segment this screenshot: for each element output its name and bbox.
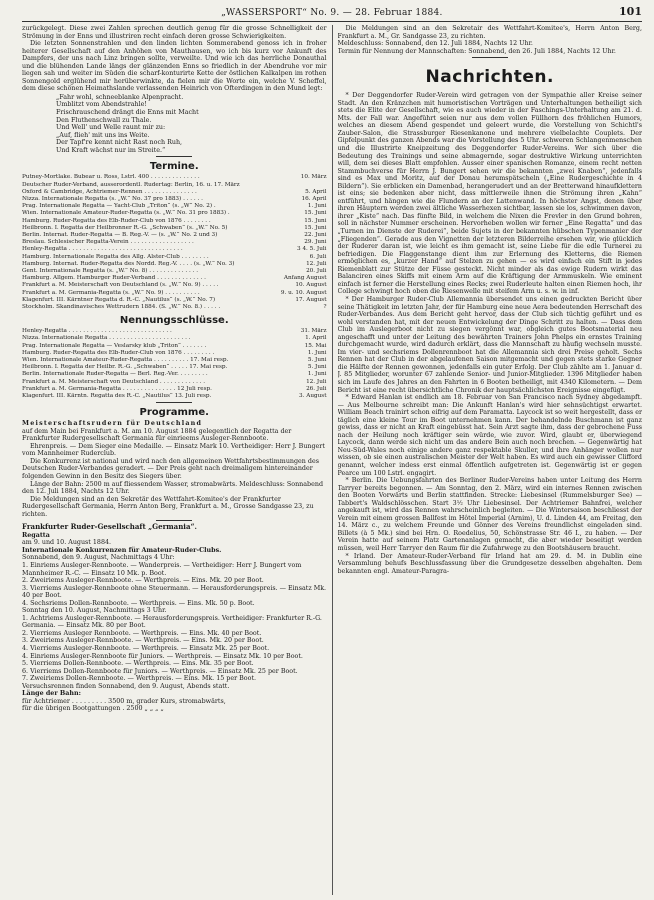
schedule-row [22,225,327,232]
left-column [22,25,327,895]
schedule-row [22,218,327,225]
schedule-row [22,290,327,297]
race-item: 2. Zweiriems Ausleger-Rennboote. — Werthpreis. — Eins. Mk. 20 per Boot. [22,577,264,585]
laenge-heading: Länge der Bahn: [22,690,81,698]
poem-line: Und Kraft wächst nur im Streite.“ [56,146,166,154]
schedule-date [273,182,327,189]
schedule-date: 9. u. 10. August [280,289,327,296]
schedule-event: Stockholm. Skandinavisches Wettrudern 1884. (S. „W.“ No. 8.) . . . . . [22,303,221,310]
schedule-date: 26. Juli [306,385,327,392]
news-item: * Irland. Der Amateur-Ruder-Verband für Irland hat am 29. d. M. in Dublin eine Versammlung behufs Beschlussfassung über die Grundgesetze desselben abgehalten. Dem bekannten engl. Amateur-Paragra- [337,552,642,575]
schedule-event: Berlin. Internat. Ruder-Regatta — B. Reg.-V. — (s. „W.“ No. 2 und 3) [22,231,218,238]
right-column [338,25,643,895]
news-item: * Der Hamburger Ruder-Club Allemannia übersendet uns einen gedruckten Bericht über seine Thätigkeit im letzten Jahr, der für Hamburg eine neue Aera bedeutenden Herrschaft des Ruder-Verbandes. Aus dem Bericht geht hervor, dass der Club sich tüchtig geführt und es wohl verstanden hat, mit der neuen Entwickelung der Dinge Schritt zu halten. — Dass dem Club im Auslegerboot nicht zu siegen vergönnt war, obgleich gutes Bootsmaterial neu angeschafft und unter der Leitung des bewährten Trainers John Phelps ein ernstes Training durchgemacht wurde, wird dadurch erklärt, dass die Mannschaft zu häufig wechseln musste. Im vier- und sechsriems Dollenrennboot hat die Allemannia sich drei Preise geholt. Sechs Rennen hat der Club in der abgelaufenen Saison mitgemacht und gegen stets starke Gegner die Hälfte der Rennen gewonnen, jedenfalls ein guter Erfolg. Der Club zählte am 1. Januar d. J. 85 Mitglieder, worunter 67 zahlende Senior- und Junior-Mitglieder. 1396 Mitglieder haben sich im Laufe des Jahres an den Fahrten in 6 Booten betheiligt, mit 4340 Kilometern. — Dem Bericht ist eine recht übersichtliche Chronik der hauptsächlichsten Ereignisse eingefügt. [337,295,642,394]
schedule-date: 3. August [298,392,327,399]
versuchsrennen: Versuchsrennen finden Sonnabend, den 9. August, Abends statt. [22,682,230,690]
meldungen-text: Die Meldungen sind an den Sekretär des Wettfahrt-Komitee's der Frankfurter Rudergesellschaft Germania, Herrn Anton Berg, Frankfurt a. M., Grosse Sandgasse 23, zu richten. [22,495,314,518]
frg-subheading: Regatta [22,531,50,539]
schedule-row [22,268,327,275]
race-item: 4. Sechsriems Dollen-Rennboote. — Werthpreis. — Eins. Mk. 50 p. Boot. [22,599,255,607]
section-heading-programme: Programme. [139,407,209,419]
schedule-event: Hamburg. Ruder-Regatta des Elb-Ruder-Club von 1876 . . . . . . . . [22,217,211,224]
schedule-row [22,189,327,196]
schedule-event: Nizza. Internationale Regatta . . . . . . . . . . . . . . . . . . . . . . . [22,335,191,342]
termin-nennung: Termin für Nennung der Mannschaften: Sonnabend, den 26. Juli 1884, Nachts 12 Uhr. [337,47,616,55]
running-head [22,6,642,20]
track-line: für die übrigen Bootgattungen . 2500 „ „ „ „ [22,705,164,713]
poem-line: Frischrauschend drängt die Enns mit Macht [56,109,199,117]
frg-sunday: Sonntag den 10. August, Nachmittags 3 Uhr. [22,607,167,615]
divider [472,57,508,58]
poem-line: „Auf, flieh' mit uns ins Weite. [56,131,150,139]
schedule-row [22,297,327,304]
poem-line: Umblitzt vom Abendstrahle! [56,101,147,109]
poem-line: Den Fluthenschwall zu Thale. [56,116,152,124]
schedule-row [22,239,327,246]
schedule-event: Prag. Internationale Regatta — Veslarsky klub „Triton“ . . . . . . . [22,342,207,349]
paragraph: Die letzten Sonnenstrahlen und den linden lichten Sommerabend genoss ich in froher heiterer Gesellschaft auf den Anhöhen von Mauthausen, wo ich bis kurz vor Ankunft des Dampfers, der uns nach Linz bringen sollte, verweilte. Und wie ich das herrliche Donauthal und die blühenden Lande längs der glänzenden Enns so friedlich in der Abendruhe vor mir liegen sah und weiter im Süden die scharf-konturirte Kette der östlichen Kalkalpen im rothen Sonnengold erglühend mir herüberwinkte, da fielen mir die Worte ein, welche V. Scheffel, dem diese schönen Heimathslande verlassenden Heinrich von Ofterdingen in den Mund legt: [22,40,327,93]
konkurrenz-text: Die Konkurrenz ist national und wird nach den allgemeinen Wettfahrtsbestimmungen des Deutschen Ruder-Verbandes geradert. — Der Preis geht nach dreimaligem hintereinander folgenden Gewinn in den Besitz des Siegers über. [22,457,319,481]
header-rule [22,21,642,22]
schedule-event: Prag. Internationale Regatta — Yacht-Club „Triton“ (s. „W“ No. 2) . [22,203,216,210]
schedule-row [22,393,327,400]
schedule-date: 5. April [305,188,327,195]
schedule-row [22,328,327,335]
schedule-row [22,304,327,311]
schedule-date: 15. Juni [304,224,327,231]
schedule-row [22,357,327,364]
race-item: 6. Vierriems Dollen-Rennboote für Juniors. — Werthpreis. — Einsatz Mk. 25 per Boot. [22,667,298,675]
news-item: * Berlin. Die Uebungsfahrten des Berliner Ruder-Vereins haben unter Leitung des Herrn Tarryer bereits begonnen. — Am Sonntag, den 2. März, wird ein internes Rennen zwischen den Booten Vorwärts und Berlin stattfinden. Strecke: Liebesinsel (Rummelsburger See) — Tabbert's Waldschlösschen. Start 3½ Uhr Liebesinsel. Der Achtriemer Bahnfrei, welcher angekauft ist, wird das Rennen wahrscheinlich begleiten. — Die Wintersaison beschliesst der Verein mit einem grossen Ballfest im Hôtel Imperial (Arnim), U. d. Linden 44, am Freitag, den 14. März c., zu welchem Freunde und Gönner des Vereins freundlichst eingeladen sind. Billets (à 5 Mk.) sind bei Hrn. O. Roedelius, 50, Schönstrasse Str. 46 I., zu haben. — Der Verein hatte auf seinem Platz Gartenanlagen gemacht, die aber wieder beseitigt werden müssen, weil Herr Tarryer den Raum für die Zufahrwege zu den Bootshäusern braucht. [337,477,642,552]
news-item: * Der Deggendorfer Ruder-Verein wird getragen von der Sympathie aller Kreise seiner Stadt. An den Kränzchen mit humoristischen Vorträgen und Unterhaltungen betheiligt sich stets die Elite der Gesellschaft, wie es auch wieder in der Faschings-Unterhaltung am 21. d. Mts. der Fall war. Angeführt seien nur aus dem vollen Füllhorn des fröhlichen Humors, welches an diesem Abend gespendet und geleert wurde, die Vorstellung von Schichtl's Zauber-Salon, die Strassburger Riesenkanone und mehrere vielbelachte Couplets. Der Gipfelpunkt des ganzen Abends war die Vorstellung des 5 Uhr. schweren Schlangenmenschen und die Illustrirte Kneipzeitung des Deggendorfer Ruder-Vereins. Wer sich über die Bedeutung des Trainings und seine abmagernde, sogar destruktive Wirkung unterrichten will, dem sei dieses Blatt empfohlen. Ausser einer spanischen Romanze, einem recht netten Stammbuchverse für Herrn J. Bungert sehen wir die bekannten „zwei Knaben“, jedenfalls sind es Max und Moritz, auf der Donau herumspätscheln („Eine Rudergeschichte in 4 Bildern“). Sie erblicken ein Damenbad, herangerudert und an der Bretterwand hinaufklettern ist eins; sie bedenken aber nicht, dass mittlerweile ihnen die Strömung ihren „Kahn“ entführt, und hängen wie die Flundern an der Lattenwand. In höchster Angst, denen über ihren Häuptern werden zwei ältliche Wasserhexen sichtbar, lassen sie los, schwimmen davon, ihrer „Kiste“ nach. Das fünfte Bild, in welchem die Nixen die Frevler in den Grund bohren, soll in nächster Nummer erscheinen. Hervorheben wollen wir ferner „Eine Regatta“ und das „Turnen im Dienste der Ruderei“, beide Sujets in der bekannten hübschen Typenmanier der „Fliegenden“. Gerade aus den Vignetten der letzteren Bilderreihe ersehen wir, wie glücklich der Ruderer daran ist, wie leicht es ihm gemacht ist, seine Liebe für die edle Turnerei zu befriedigen. Die Flaggenstange dient ihm zur Erlernung des Kletterns, die Riemen ermöglichen es, „kurzer Hand“ auf Stelzen zu gehen — es wird einfach ein Stift in jedes Riemenblatt zur Stütze der Füsse gesteckt. Nicht minder als das ewige Rudern wirkt das Balanciren eines Skiffs mit einem Arm auf die Kräftigung der Armmuskeln. Wie eminent einfach ist ferner die Herstellung eines Recks; zwei Ruderleute halten einen Riemen hoch, ihr College schwingt hoch oben die Riesenwelle mit steifem Arm u. s. w. in inf. [337,92,642,296]
meisterschaft-text: auf dem Main bei Frankfurt a. M. am 10. August 1884 gelegentlich der Regatta der Frankfurter Rudergesellschaft Germania für einrieems Ausleger-Rennboote. [22,427,292,443]
schedule-row [22,196,327,203]
poem-line: Und Well' und Welle raunt mir zu: [56,124,166,132]
schedule-event: Heilbronn. I. Regatta der Heilbr. R.-G. „Schwaben“ . . . . . 17. Mai resp. [22,364,228,371]
schedule-row [22,343,327,350]
schedule-date: 12. Juli [306,378,327,385]
schedule-event: Hamburg. Ruder-Regatta des Elb-Ruder-Club von 1876 . . . . . . . . . [22,349,215,356]
schedule-date: 5. Juni [307,364,327,371]
schedule-event: Putney-Mortlake. Bubear u. Ross, Lstrl. 400 . . . . . . . . . . . . . . [22,174,200,181]
schedule-event: Hamburg. Allgem. Hamburger Ruder-Verband . . . . . . . . . . . . . . [22,275,206,282]
schedule-event: Henley-Regatta . . . . . . . . . . . . . . . . . . . . . . . . . . . . . . . . [22,246,183,253]
divider [156,520,192,521]
schedule-row [22,282,327,289]
schedule-event: Klagenfurt. III. Kärntner Regatta d. R.-C. „Nautilus“ (s. „W.“ No. 7) [22,296,216,303]
schedule-row [22,261,327,268]
meisterschaft-title: Meisterschaftsrudern für Deutschland [22,420,203,428]
track-line: für Achtriemer . . . . . . . . . 3500 m, grader Kurs, stromabwärts, [22,697,226,705]
frg-saturday: Sonnabend, den 9. August, Nachmittags 4 Uhr: [22,554,175,562]
divider [156,402,192,403]
termine-list [22,174,327,311]
paragraph: zurückgelegt. Diese zwei Zahlen sprechen deutlich genug für die grosse Schnelligkeit der Strömung in der Enns und illustriren recht einfach deren grosse Schwierigkeiten. [22,25,327,40]
frg-heading: Frankfurter Ruder-Gesellschaft „Germania“. [22,522,197,532]
schedule-event: Nizza. Internationale Regatta (s. „W.“ No. 37 pro 1883) . . . . . . [22,195,203,202]
columns [22,25,642,895]
schedule-date: 15. Mai [304,342,327,349]
schedule-row [22,232,327,239]
schedule-event: Oxford & Cambridge, Achtriemer-Rennen . . . . . . . . . . . . . . . [22,188,197,195]
schedule-date: 10. August [295,282,327,289]
schedule-event: Frankfurt a. M. Meisterschaft von Deutschland . . . . . . . . . . . . . [22,378,206,385]
schedule-date: 1. Juni [307,349,327,356]
schedule-event: Berlin. Internationale Ruder-Regatta — Berl. Reg.-Ver. . . . . . . . . [22,371,208,378]
schedule-row [22,364,327,371]
schedule-date: 16. April [301,195,327,202]
paragraph: Die Meldungen sind an den Sekretair des Wettfahrt-Komitee's, Herrn Anton Berg, Frankfurt a. M., Gr. Sandgasse 23, zu richten. [337,25,642,40]
schedule-event: Wien. Internationale Amateur-Ruder-Regatta . . . . . . . . . . 17. Mai resp. [22,356,229,363]
schedule-row [22,350,327,357]
schedule-row [22,335,327,342]
schedule-event: Frankfurt a. M. Germania-Regatta . . . . . . . . . . . . . . . 12 Juli resp. [22,385,212,392]
schedule-row [22,379,327,386]
section-heading-nennungsschluesse: Nennungsschlüsse. [119,315,229,327]
race-item: 1. Einriems Ausleger-Rennboote. — Wanderpreis. — Vertheidiger: Herr J. Bungert vom Mannheimer R.-C. — Einsatz 10 Mk. p. Boot. [22,561,302,577]
schedule-event: Gent. Internationale Regatta (s. „W.“ No. 8) . . . . . . . . . . . . . . [22,267,199,274]
race-item: 4. Einriems Ausleger-Rennboote für Juniors. — Werthpreis. — Einsatz Mk. 10 per Boot. [22,652,303,660]
race-item: 3. Zweiriems Ausleger-Rennboote. — Werthpreis. — Eins. Mk. 20 per Boot. [22,637,264,645]
race-item: 5. Vierriems Dollen-Rennboote. — Werthpreis. — Eins. Mk. 35 per Boot. [22,660,254,668]
schedule-row [22,203,327,210]
divider [156,156,192,157]
schedule-date: 5. Juni [307,356,327,363]
schedule-row [22,371,327,378]
schedule-event: Deutscher Ruder-Verband, ausserordentl. Rudertag: Berlin, 16. u. 17. März [22,181,240,188]
schedule-date: 10. März [300,174,327,181]
column-rule [332,25,333,895]
section-heading-nachrichten: Nachrichten. [425,67,554,88]
schedule-event: Heilbronn. I. Regatta der Heilbronner R.-G. „Schwaben“ (s. „W.“ No. 5) [22,224,228,231]
frg-date: am 9. und 10. August 1884. [22,539,112,547]
schedule-date: 15. Juni [304,210,327,217]
schedule-row [22,246,327,253]
schedule-date: 1. April [305,335,327,342]
schedule-row [22,275,327,282]
race-item: 7. Zweiriems Dollen-Rennboote. — Werthpreis. — Eins. Mk. 15 per Boot. [22,675,257,683]
schedule-event: Breslau. Schlesischer Regatta-Verein . . . . . . . . . . . . . . . . . . [22,239,194,246]
schedule-date: 22. Juni [304,231,327,238]
frg-konkurrenz: Internationale Konkurrenzen für Amateur-Ruder-Clubs. [22,546,222,554]
meldeschluss: Meldeschluss: Sonnabend, den 12. Juli 1884, Nachts 12 Uhr. [337,40,533,48]
section-heading-termine: Termine. [149,161,199,173]
race-item: 1. Achtriems Ausleger-Rennboote. — Herausforderungspreis. Vertheidiger: Frankfurter R.-G. Germania. — Einsatz Mk. 80 per Boot. [22,614,322,630]
schedule-date: 12. Juli [306,260,327,267]
ehrenpreis: Ehrenpreis. — Dem Sieger eine Medaille. — Einsatz Mark 10. Vertheidiger: Herr J. Bungert vom Mannheimer Ruderclub. [22,442,325,458]
running-head-title: „WASSERSPORT“ No. 9. — 28. Februar 1884. [221,8,443,18]
schedule-event: Klagenfurt. III. Kärntn. Regatta des R.-C. „Nautilus“ 13. Juli resp. [22,392,212,399]
race-item: 4. Vierriems Ausleger-Rennboote. — Werthpreis. — Einsatz Mk. 25 per Boot. [22,645,270,652]
nennung-list [22,328,327,400]
schedule-date: 6. Juli [309,253,327,260]
poem [22,94,327,154]
schedule-event: Hamburg. Internationale Regatta des Allg. Alster-Club . . . . . . . . [22,253,209,260]
schedule-event: Frankfurt a. M. Germania-Regatta (s. „W.“ No. 9) . . . . . . . . . . [22,289,200,296]
schedule-event: Frankfurt a. M. Meisterschaft von Deutschland (s. „W.“ No. 9) . . . . . [22,282,219,289]
schedule-row [22,174,327,181]
schedule-event: Wien. Internationale Amateur-Ruder-Regatta (s. „W.“ No. 31 pro 1883) . [22,210,230,217]
page-number: 101 [619,5,642,18]
schedule-row [22,386,327,393]
schedule-date: Anfang August [283,275,327,282]
schedule-date: 20. Juli [306,267,327,274]
schedule-date: 17. August [295,296,327,303]
poem-line: Der Tapf're kennt nicht Rast noch Ruh, [56,139,183,147]
schedule-date: 1. Juni [307,203,327,210]
schedule-date: 15. Juni [304,217,327,224]
programme-block [22,420,327,713]
schedule-date: 3 4. 5. Juli [297,246,327,253]
race-item: 2. Vierriems Ausleger Rennboote. — Werthpreis. — Eins. Mk. 40 per Boot. [22,629,262,637]
news-item: * Edward Hanlan ist endlich am 18. Februar von San Francisco nach Sydney abgedampft. — Aus Melbourne schreibt man: Die Ankunft Hanlan's wird hier sehnsüchtigst erwartet. William Beach trainirt schon eifrig auf dem Paramatta. Laycock ist so weit hergestellt, dass er täglich eine kleine Tour im Boot unternehmen kann. Der behandelnde Buschmann ist ganz gewiss, dass er nicht an Kraft eingebüsst hat. Sein Arzt sagte ihm, dass der gebrochene Fuss nach der Heilung noch kräftiger sein würde, wie zuvor. Wird, glaubt er, überwiegend Laycock, dann werde sich nicht um das andere Bein auch noch brechen. — Gegenwärtig hat Neu-Süd-Wales noch einige andere ganz respektable Skuller, und ihre Anhänger wollen nur wissen, ob sie einen australischen Meister der Welt haben. Es wird auch ein gewisser Clifford genannt, welcher indess erst einmal öffentlich aufgetreten ist. Gegenwärtig ist er gegen Pearce um 100 Lstrl. engagirt. [337,394,642,477]
laenge-text: Länge der Bahn: 2500 m auf fliessendem Wasser, stromabwärts. Meldeschluss: Sonnabend den 12. Juli 1884, Nachts 12 Uhr. [22,480,324,496]
race-item: 3. Vierriems Ausleger-Rennboote ohne Steuermann. — Herausforderungspreis. — Einsatz Mk. 40 per Boot. [22,584,327,600]
schedule-event: Hamburg. Internat. Ruder-Regatta des Nordd. Reg.-V. . . . . (s. „W.“ No. 3) [22,260,235,267]
race-list-saturday [22,562,327,607]
schedule-date: ? [323,303,327,310]
race-list-sunday [22,615,327,683]
schedule-date: 1. Juni [307,371,327,378]
schedule-event: Henley-Regatta . . . . . . . . . . . . . . . . . . . . . . . . . . . . . [22,328,172,335]
schedule-date: 29. Juni [304,239,327,246]
schedule-row [22,182,327,189]
poem-line: „Fahr wohl, schneeblanke Alpenpracht. [56,93,184,101]
schedule-row [22,210,327,217]
schedule-date: 31. März [300,328,327,335]
schedule-row [22,254,327,261]
